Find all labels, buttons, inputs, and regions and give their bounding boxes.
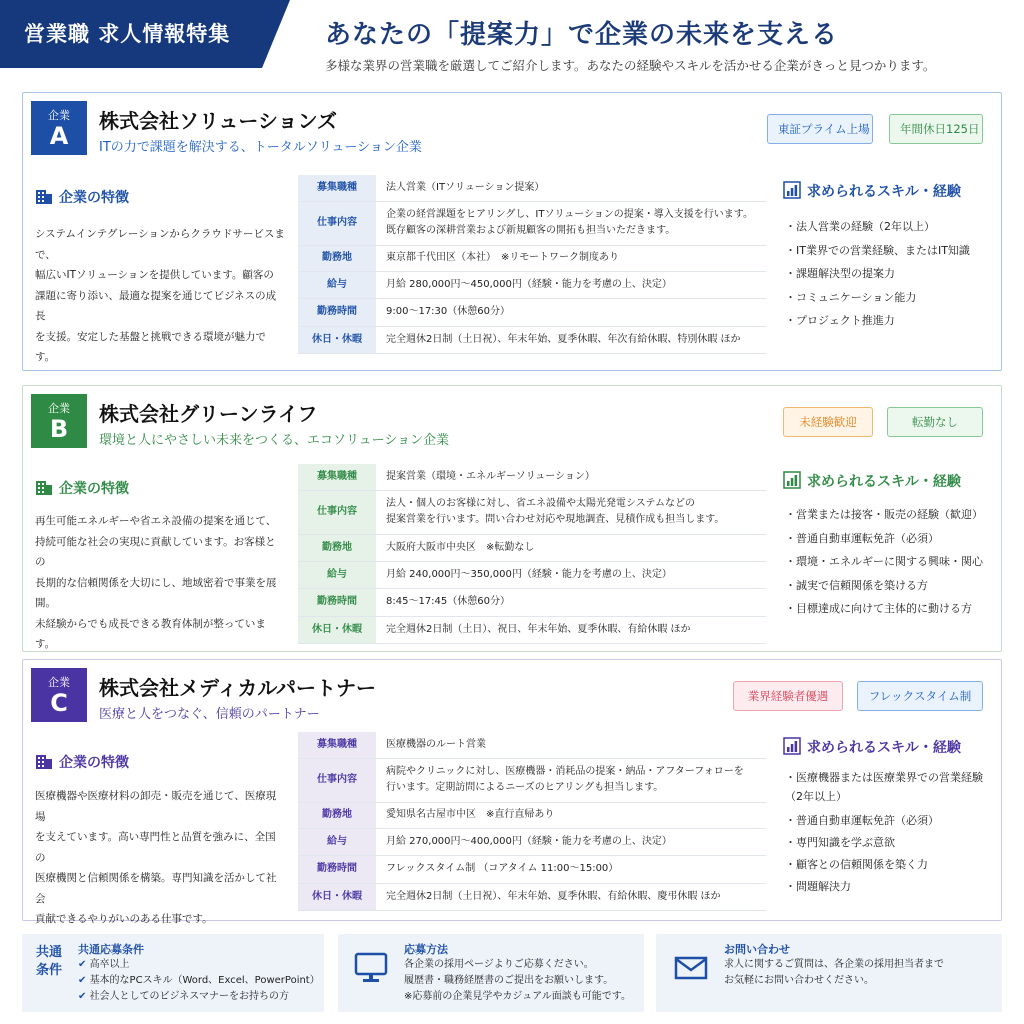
job-info-label: 休日・休暇 xyxy=(298,326,376,353)
building-icon xyxy=(35,752,53,774)
building-icon xyxy=(35,478,53,500)
apply-method-title: 応募方法 xyxy=(404,943,448,956)
skill-item: ・課題解決型の提案力 xyxy=(785,267,895,280)
features-heading xyxy=(35,752,129,774)
skill-item: ・プロジェクト推進力 xyxy=(785,314,895,327)
job-info-value: 東京都千代田区（本社） ※リモートワーク制度あり xyxy=(376,245,766,271)
features-line: を支えています。高い専門性と品質を強みに、全国の xyxy=(35,831,276,864)
job-info-label: 給与 xyxy=(298,828,376,855)
company-name: 株式会社グリーンライフ xyxy=(99,402,318,426)
job-info-value: 月給 280,000円〜450,000円（経験・能力を考慮の上、決定） xyxy=(376,271,766,298)
job-info-value: 9:00〜17:30（休憩60分） xyxy=(376,298,766,326)
features-line: 医療機関と信頼関係を構築。専門知識を活かして社会 xyxy=(35,872,277,905)
skills-heading-label: 求められるスキル・経験 xyxy=(807,474,961,490)
job-info-row xyxy=(298,828,766,855)
common-condition-text: 高卒以上 xyxy=(89,959,130,970)
job-info-row xyxy=(298,883,766,910)
job-info-value: 法人・個人のお客様に対し、省エネ設備や太陽光発電システムなどの 提案営業を行います。問い合わせ対応や現地調査、見積作成も担当します。 xyxy=(376,490,766,534)
company-badge xyxy=(31,394,87,448)
job-info-label: 仕事内容 xyxy=(298,758,376,802)
page-headline: あなたの「提案力」で企業の未来を支える xyxy=(325,20,839,50)
contact-box xyxy=(656,934,1002,1012)
features-line: 課題に寄り添い、最適な提案を通じてビジネスの成長 xyxy=(35,289,277,322)
skill-item: ・営業または接客・販売の経験（歓迎） xyxy=(785,508,983,521)
job-info-value: 完全週休2日制（土日祝）、年末年始、夏季休暇、年次有給休暇、特別休暇 ほか xyxy=(376,326,766,353)
job-info-label: 給与 xyxy=(298,271,376,298)
job-info-label: 募集職種 xyxy=(298,175,376,201)
job-info-row xyxy=(298,245,766,271)
skill-item: ・専門知識を学ぶ意欲 xyxy=(785,836,895,849)
common-conditions-label: 共通 条件 xyxy=(36,945,63,978)
bar-chart-icon xyxy=(783,737,801,759)
company-card-b xyxy=(22,385,1002,652)
company-name: 株式会社メディカルパートナー xyxy=(99,676,376,700)
job-info-label: 募集職種 xyxy=(298,464,376,490)
job-info-label: 休日・休暇 xyxy=(298,883,376,910)
skill-item: ・環境・エネルギーに関する興味・関心 xyxy=(785,555,983,568)
apply-method-line: ※応募前の企業見学やカジュアル面談も可能です。 xyxy=(404,991,631,1002)
company-badge xyxy=(31,101,87,155)
common-condition-item xyxy=(78,973,320,989)
company-tag: 未経験歓迎 xyxy=(783,407,873,437)
job-info-value: 提案営業（環境・エネルギーソリューション） xyxy=(376,464,766,490)
skill-item: ・法人営業の経験（2年以上） xyxy=(785,220,935,233)
job-info-row xyxy=(298,758,766,802)
job-info-value: 企業の経営課題をヒアリングし、ITソリューションの提案・導入支援を行います。 既存顧客の深耕営業および新規顧客の開拓も担当いただきます。 xyxy=(376,201,766,245)
company-tag: 東証プライム上場 xyxy=(767,114,873,144)
common-condition-item xyxy=(78,989,320,1005)
skills-list xyxy=(785,215,995,333)
title-banner xyxy=(0,0,290,68)
job-info-row xyxy=(298,464,766,490)
apply-method-box xyxy=(338,934,644,1012)
skills-list xyxy=(785,768,995,898)
features-text xyxy=(35,786,285,930)
skill-item: ・普通自動車運転免許（必須） xyxy=(785,814,939,827)
job-info-label: 給与 xyxy=(298,561,376,588)
features-line: 幅広いITソリューションを提供しています。顧客の xyxy=(35,269,274,281)
page-subline: 多様な業界の営業職を厳選してご紹介します。あなたの経験やスキルを活かせる企業がきっと見つかります。 xyxy=(325,58,936,73)
features-line: 医療機器や医療材料の卸売・販売を通じて、医療現場 xyxy=(35,790,277,823)
job-info-label: 勤務地 xyxy=(298,802,376,828)
common-condition-text: 基本的なPCスキル（Word、Excel、PowerPoint） xyxy=(89,975,320,986)
company-badge-label: 企業 xyxy=(48,676,70,689)
company-badge-label: 企業 xyxy=(48,109,70,122)
company-letter: A xyxy=(49,122,69,150)
common-conditions-box xyxy=(22,934,324,1012)
features-line: 長期的な信頼関係を大切にし、地域密着で事業を展開。 xyxy=(35,576,277,609)
job-info-label: 仕事内容 xyxy=(298,490,376,534)
apply-method-line: 履歴書・職務経歴書のご提出をお願いします。 xyxy=(404,975,614,986)
common-conditions-title: 共通応募条件 xyxy=(78,943,144,956)
job-info-value: 完全週休2日制（土日）、祝日、年末年始、夏季休暇、有給休暇 ほか xyxy=(376,616,766,643)
check-icon: ✔ xyxy=(78,975,90,986)
skills-heading xyxy=(783,737,961,759)
job-info-value: 大阪府大阪市中央区 ※転勤なし xyxy=(376,534,766,561)
company-card-a xyxy=(22,92,1002,371)
job-info-row xyxy=(298,802,766,828)
company-letter: B xyxy=(49,415,69,443)
check-icon: ✔ xyxy=(78,959,90,970)
job-info-value: 8:45〜17:45（休憩60分） xyxy=(376,588,766,616)
features-heading xyxy=(35,478,129,500)
features-heading xyxy=(35,187,129,209)
company-tag: フレックスタイム制 xyxy=(857,681,983,711)
job-info-value: 月給 240,000円〜350,000円（経験・能力を考慮の上、決定） xyxy=(376,561,766,588)
job-info-value: 法人営業（ITソリューション提案） xyxy=(376,175,766,201)
mail-icon xyxy=(674,956,708,980)
job-info-row xyxy=(298,616,766,643)
job-info-row xyxy=(298,490,766,534)
job-info-row xyxy=(298,326,766,353)
job-info-label: 勤務時間 xyxy=(298,855,376,883)
job-info-table xyxy=(298,464,766,644)
apply-method-line: 各企業の採用ページよりご応募ください。 xyxy=(404,959,594,970)
bar-chart-icon xyxy=(783,471,801,493)
skills-heading-label: 求められるスキル・経験 xyxy=(807,184,961,200)
features-heading-label: 企業の特徴 xyxy=(59,481,129,497)
job-info-label: 勤務時間 xyxy=(298,588,376,616)
company-tagline: 医療と人をつなぐ、信頼のパートナー xyxy=(99,707,320,722)
job-info-row xyxy=(298,175,766,201)
job-info-label: 仕事内容 xyxy=(298,201,376,245)
skill-item: ・誠実で信頼関係を築ける方 xyxy=(785,578,928,592)
building-icon xyxy=(35,187,53,209)
job-info-label: 勤務時間 xyxy=(298,298,376,326)
common-condition-item xyxy=(78,957,320,973)
features-line: 貢献できるやりがいのある仕事です。 xyxy=(35,913,213,925)
company-tagline: 環境と人にやさしい未来をつくる、エコソリューション企業 xyxy=(99,433,450,448)
job-info-row xyxy=(298,271,766,298)
job-info-label: 募集職種 xyxy=(298,732,376,758)
job-info-row xyxy=(298,298,766,326)
features-heading-label: 企業の特徴 xyxy=(59,755,129,771)
company-tag: 転勤なし xyxy=(887,407,983,437)
job-info-label: 休日・休暇 xyxy=(298,616,376,643)
common-condition-text: 社会人としてのビジネスマナーをお持ちの方 xyxy=(89,991,290,1002)
company-name: 株式会社ソリューションズ xyxy=(99,109,337,133)
company-badge xyxy=(31,668,87,722)
company-badge-label: 企業 xyxy=(48,402,70,415)
features-line: 持続可能な社会の実現に貢献しています。お客様との xyxy=(35,535,276,568)
skill-item: ・顧客との信頼関係を築く力 xyxy=(785,858,928,871)
skill-item: ・普通自動車運転免許（必須） xyxy=(785,531,939,545)
job-info-label: 勤務地 xyxy=(298,534,376,561)
company-tagline: ITの力で課題を解決する、トータルソリューション企業 xyxy=(99,140,422,155)
bar-chart-icon xyxy=(783,181,801,203)
job-info-row xyxy=(298,732,766,758)
job-info-row xyxy=(298,201,766,245)
banner-title: 営業職 求人情報特集 xyxy=(24,22,231,46)
company-tag: 年間休日125日 xyxy=(889,114,983,144)
skill-item: ・IT業界での営業経験、またはIT知識 xyxy=(785,243,970,257)
features-line: 未経験からでも成長できる教育体制が整っています。 xyxy=(35,617,266,650)
features-text xyxy=(35,224,285,368)
check-icon: ✔ xyxy=(78,991,90,1002)
skill-item: ・目標達成に向けて主体的に動ける方 xyxy=(785,602,972,615)
features-heading-label: 企業の特徴 xyxy=(59,190,129,206)
features-text xyxy=(35,511,285,655)
job-info-row xyxy=(298,534,766,561)
contact-line: お気軽にお問い合わせください。 xyxy=(724,975,874,986)
job-info-row xyxy=(298,855,766,883)
features-line: を支援。安定した基盤と挑戦できる環境が魅力です。 xyxy=(35,330,266,363)
skill-item: ・コミュニケーション能力 xyxy=(785,290,917,304)
job-info-value: フレックスタイム制 （コアタイム 11:00〜15:00） xyxy=(376,855,766,883)
skill-item: ・問題解決力 xyxy=(785,880,851,893)
job-info-label: 勤務地 xyxy=(298,245,376,271)
job-info-value: 医療機器のルート営業 xyxy=(376,732,766,758)
monitor-icon xyxy=(354,952,388,984)
company-tag: 業界経験者優遇 xyxy=(733,681,843,711)
skills-heading xyxy=(783,181,961,203)
skills-heading xyxy=(783,471,961,493)
job-info-row xyxy=(298,588,766,616)
company-card-c xyxy=(22,659,1002,925)
job-info-value: 病院やクリニックに対し、医療機器・消耗品の提案・納品・アフターフォローを 行います。定期訪問によるニーズのヒアリングも担当します。 xyxy=(376,758,766,802)
job-info-table xyxy=(298,732,766,911)
contact-line: 求人に関するご質問は、各企業の採用担当者まで xyxy=(724,959,944,970)
job-info-value: 愛知県名古屋市中区 ※直行直帰あり xyxy=(376,802,766,828)
company-letter: C xyxy=(50,689,68,717)
features-line: システムインテグレーションからクラウドサービスまで、 xyxy=(35,228,285,261)
features-line: 再生可能エネルギーや省エネ設備の提案を通じて、 xyxy=(35,515,277,527)
skills-list xyxy=(785,503,995,621)
contact-title: お問い合わせ xyxy=(724,943,790,956)
job-info-value: 月給 270,000円〜400,000円（経験・能力を考慮の上、決定） xyxy=(376,828,766,855)
job-info-table xyxy=(298,175,766,354)
skill-item: ・医療機器または医療業界での営業経験 （2年以上） xyxy=(785,771,983,803)
job-info-value: 完全週休2日制（土日祝）、年末年始、夏季休暇、有給休暇、慶弔休暇 ほか xyxy=(376,883,766,910)
job-info-row xyxy=(298,561,766,588)
skills-heading-label: 求められるスキル・経験 xyxy=(807,740,961,756)
